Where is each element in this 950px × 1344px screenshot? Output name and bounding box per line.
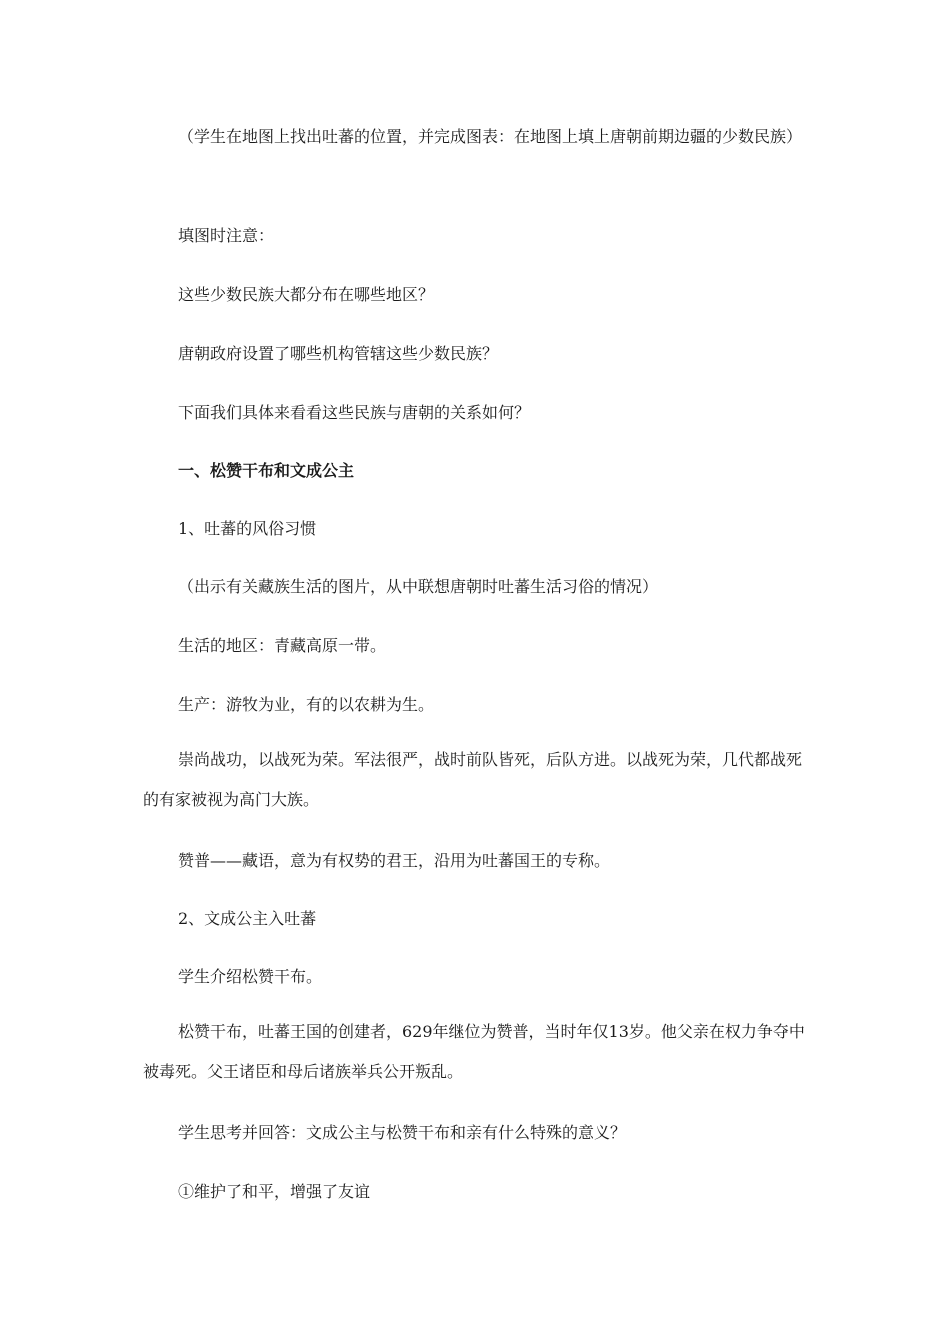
paragraph-zanpu-definition: 赞普——藏语，意为有权势的君王，沿用为吐蕃国王的专称。 xyxy=(178,851,611,870)
paragraph-songtsen-gampo: 松赞干布，吐蕃王国的创建者，629年继位为赞普，当时年仅13岁。他父亲在权力争夺中被毒死。父王诸臣和母后诸族举兵公开叛乱。 xyxy=(143,1022,805,1081)
paragraph-student-intro: 学生介绍松赞干布。 xyxy=(178,967,323,986)
paragraph-question-institutions: 唐朝政府设置了哪些机构管辖这些少数民族？ xyxy=(178,344,499,363)
paragraph-discussion-question: 学生思考并回答：文成公主与松赞干布和亲有什么特殊的意义？ xyxy=(178,1123,627,1142)
section-heading: 一、松赞干布和文成公主 xyxy=(178,461,355,480)
list-item-significance-1: ①维护了和平，增强了友谊 xyxy=(178,1182,371,1201)
paragraph-map-activity: （学生在地图上找出吐蕃的位置，并完成图表：在地图上填上唐朝前期边疆的少数民族） xyxy=(178,127,803,146)
subheading-tubo-customs: 1、吐蕃的风俗习惯 xyxy=(178,519,317,538)
paragraph-living-region: 生活的地区：青藏高原一带。 xyxy=(178,636,387,655)
paragraph-question-regions: 这些少数民族大都分布在哪些地区？ xyxy=(178,285,435,304)
subheading-princess-wencheng: 2、文成公主入吐蕃 xyxy=(178,909,317,928)
paragraph-map-notice: 填图时注意： xyxy=(178,226,275,245)
paragraph-martial-custom: 崇尚战功，以战死为荣。军法很严，战时前队皆死，后队方进。以战死为荣，几代都战死的有家被视为高门大族。 xyxy=(143,750,803,809)
paragraph-transition: 下面我们具体来看看这些民族与唐朝的关系如何？ xyxy=(178,403,531,422)
paragraph-show-pictures: （出示有关藏族生活的图片，从中联想唐朝时吐蕃生活习俗的情况） xyxy=(178,577,659,596)
paragraph-production: 生产：游牧为业，有的以农耕为生。 xyxy=(178,695,435,714)
